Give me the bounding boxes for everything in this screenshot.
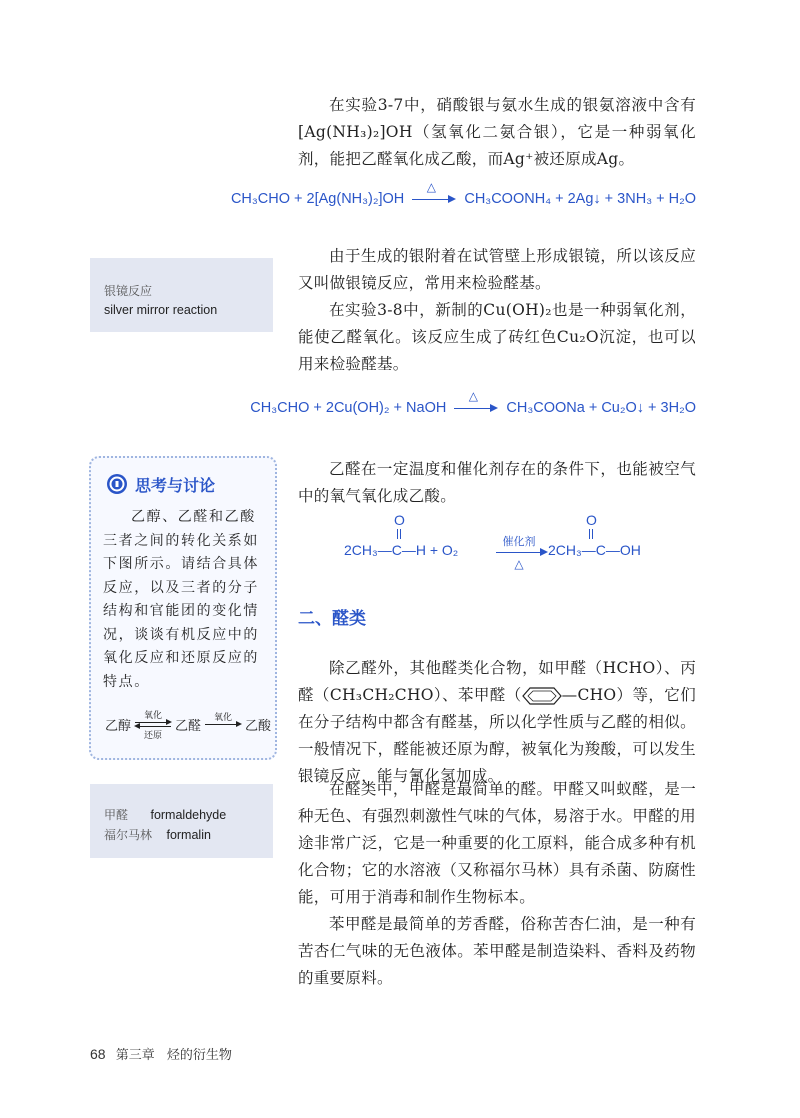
equation-3-reactants: 2CH₃—C—H + O₂ [344,542,459,558]
reaction-arrow-2 [454,389,498,415]
paragraph-copper-hydroxide: 在实验3-8中，新制的Cu(OH)₂也是一种弱氧化剂，能使乙醛氧化。该反应生成了砖红色Cu₂O沉淀，也可以用来检验醛基。 [298,301,696,373]
heat-condition: △ [426,180,436,195]
equation-1-reactants: CH₃CHO + 2[Ag(NH₃)₂]OH [230,191,405,207]
glossary-term-en: formaldehyde [150,808,227,822]
equation-2-reactants: CH₃CHO + 2Cu(OH)₂ + NaOH [250,400,447,416]
glossary-box-silver-mirror [90,258,273,332]
oxidation-label: 氧化 [144,711,163,721]
chapter-label: 第三章 [115,1048,155,1063]
paragraph-aldehydes-part1: 除乙醛外，其他醛类化合物，如甲醛（HCHO）、丙醛（CH₃CH₂CHO）、苯甲醛（ [298,659,696,704]
glossary-term-en: formalin [166,828,211,842]
paragraph-silver-ammonia: 在实验3-7中，硝酸银与氨水生成的银氨溶液中含有[Ag(NH₃)₂]OH（氢氧化二氨合银），它是一种弱氧化剂，能把乙醛氧化成乙酸，而Ag⁺被还原成Ag。 [298,96,696,168]
oxidation-arrow [203,710,243,738]
glossary-term-zh: 银镜反应 [104,284,153,298]
oxygen-atom-2: O [586,512,597,528]
glossary-row-2 [104,826,211,844]
reversible-arrow [133,710,173,741]
paragraph-aldehydes-part2: —CHO）等，它们在分子结构中都含有醛基，所以化学性质与乙醛的相似。一般情况下，醛能被还原为醇，被氧化为羧酸，可以发生银镜反应，能与氰化氢加成。 [298,686,696,785]
equation-1-products: CH₃COONH₄ + 2Ag↓ + 3NH₃ + H₂O [464,191,696,207]
compound-acetic-acid: 乙酸 [245,718,272,734]
oxidation-label-2: 氧化 [214,713,233,723]
equation-copper-hydroxide [250,389,696,416]
glossary-box-formaldehyde [90,784,273,858]
glossary-term-zh: 甲醛 [104,808,129,822]
discussion-title: 思考与讨论 [135,475,216,495]
glossary-term-zh: 福尔马林 [104,828,153,842]
reaction-arrow-1 [412,180,456,206]
paragraph-air-oxidation: 乙醛在一定温度和催化剂存在的条件下，也能被空气中的氧气氧化成乙酸。 [298,460,696,505]
heat-condition: △ [468,389,478,404]
glossary-term-en: silver mirror reaction [104,303,218,317]
equation-silver-mirror [230,180,696,207]
reaction-arrow-3 [496,536,548,571]
paragraph-formaldehyde: 在醛类中，甲醛是最简单的醛。甲醛又叫蚁醛，是一种无色、有强烈刺激性气味的气体，易溶于水。甲醛的用途非常广泛，它是一种重要的化工原料，能合成多种有机化合物；它的水溶液（又称福尔马林）具有杀菌、防腐性能，可用于消毒和制作生物标本。 [298,780,696,906]
paragraph-benzaldehyde: 苯甲醛是最简单的芳香醛，俗称苦杏仁油，是一种有苦杏仁气味的无色液体。苯甲醛是制造染料、香料及药物的重要原料。 [298,915,696,987]
page-number: 68 [90,1046,106,1062]
paragraph-silver-mirror: 由于生成的银附着在试管壁上形成银镜，所以该反应又叫做银镜反应，常用来检验醛基。 [298,247,696,292]
equation-air-oxidation [344,512,644,572]
equation-2-products: CH₃COONa + Cu₂O↓ + 3H₂O [506,400,696,416]
glossary-row-1 [104,806,226,824]
conversion-diagram [105,710,272,741]
heat-condition: △ [514,557,524,571]
benzene-ring-icon [522,687,562,705]
discussion-box [89,456,277,760]
compound-ethanol: 乙醇 [105,718,132,734]
section-title: 二、醛类 [298,609,366,629]
equation-3-products: 2CH₃—C—OH [548,542,641,558]
page-footer [90,1044,240,1063]
discussion-body: 乙醇、乙醛和乙酸三者之间的转化关系如下图所示。请结合具体反应，以及三者的分子结构和官能团的变化情况，谈谈有机反应中的氧化反应和还原反应的特点。 [103,509,259,690]
discussion-header [105,472,215,496]
discussion-icon [105,472,129,496]
compound-acetaldehyde: 乙醛 [175,718,202,734]
catalyst-label: 催化剂 [502,536,536,548]
oxygen-atom-1: O [394,512,405,528]
chapter-title: 烃的衍生物 [166,1048,232,1063]
reduction-label: 还原 [144,731,163,741]
paragraph-aldehydes [298,655,696,790]
